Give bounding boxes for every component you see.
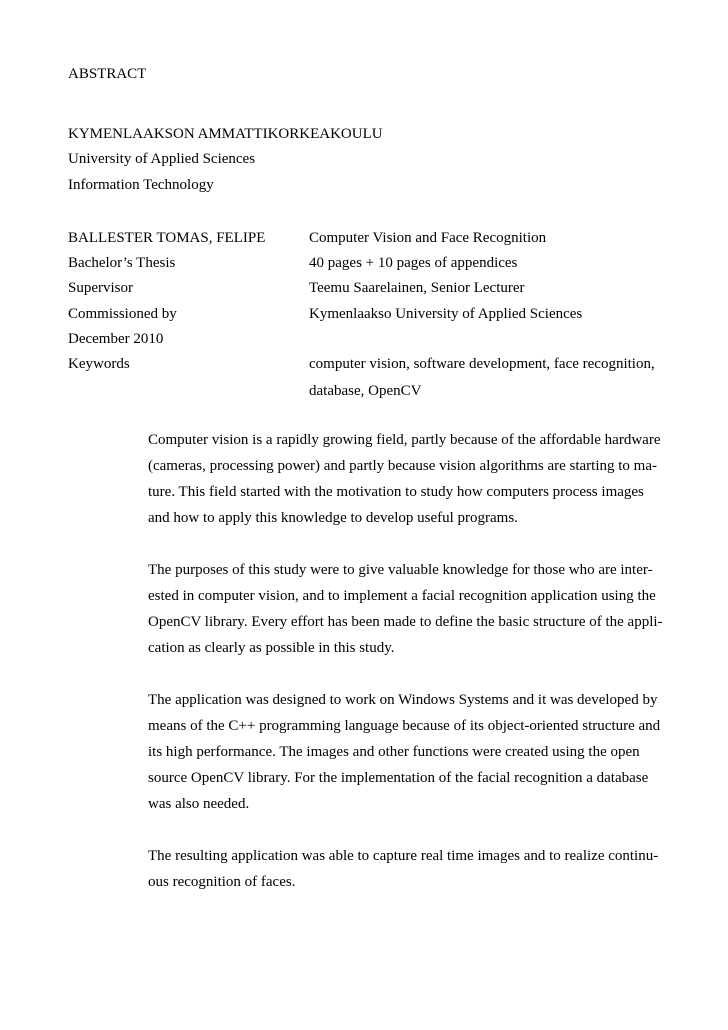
institution-subtitle: University of Applied Sciences	[68, 151, 256, 167]
meta-type-label: Bachelor’s Thesis	[68, 255, 176, 271]
paragraph-line: cation as clearly as possible in this study.	[148, 640, 395, 656]
abstract-heading: ABSTRACT	[68, 66, 147, 82]
meta-commissioned-value: Kymenlaakso University of Applied Sciences	[309, 306, 583, 322]
paragraph-line: was also needed.	[148, 796, 250, 812]
abstract-paragraph	[148, 843, 668, 895]
meta-keywords-line-2: database, OpenCV	[309, 383, 422, 399]
meta-author-label: BALLESTER TOMAS, FELIPE	[68, 230, 266, 246]
abstract-body	[148, 427, 668, 921]
meta-supervisor-label: Supervisor	[68, 280, 133, 296]
paragraph-line: means of the C++ programming language because of its object-oriented structure and	[148, 718, 661, 734]
paragraph-line: ture. This field started with the motivation to study how computers process images	[148, 484, 644, 500]
meta-keywords-line-1: computer vision, software development, face recognition,	[309, 356, 655, 372]
meta-keywords-label: Keywords	[68, 356, 130, 372]
meta-supervisor-value: Teemu Saarelainen, Senior Lecturer	[309, 280, 525, 296]
meta-date: December 2010	[68, 331, 164, 347]
paragraph-line: its high performance. The images and other functions were created using the open	[148, 744, 640, 760]
meta-page-count: 40 pages + 10 pages of appendices	[309, 255, 518, 271]
paragraph-line: source OpenCV library. For the implementation of the facial recognition a database	[148, 770, 649, 786]
abstract-paragraph	[148, 687, 668, 817]
institution-program: Information Technology	[68, 177, 214, 193]
paragraph-line: Computer vision is a rapidly growing field, partly because of the affordable hardware	[148, 432, 661, 448]
paragraph-line: The resulting application was able to capture real time images and to realize continu-	[148, 848, 659, 864]
paragraph-line: and how to apply this knowledge to develop useful programs.	[148, 510, 518, 526]
meta-thesis-title: Computer Vision and Face Recognition	[309, 230, 547, 246]
paragraph-line: The application was designed to work on Windows Systems and it was developed by	[148, 692, 658, 708]
paragraph-line: The purposes of this study were to give valuable knowledge for those who are inter-	[148, 562, 653, 578]
paragraph-line: OpenCV library. Every effort has been made to define the basic structure of the appli-	[148, 614, 663, 630]
paragraph-line: ous recognition of faces.	[148, 874, 296, 890]
abstract-paragraph	[148, 557, 668, 661]
paragraph-line: ested in computer vision, and to implement a facial recognition application using the	[148, 588, 656, 604]
paragraph-line: (cameras, processing power) and partly because vision algorithms are starting to ma-	[148, 458, 657, 474]
meta-commissioned-label: Commissioned by	[68, 306, 177, 322]
institution-name: KYMENLAAKSON AMMATTIKORKEAKOULU	[68, 126, 383, 142]
abstract-paragraph	[148, 427, 668, 531]
